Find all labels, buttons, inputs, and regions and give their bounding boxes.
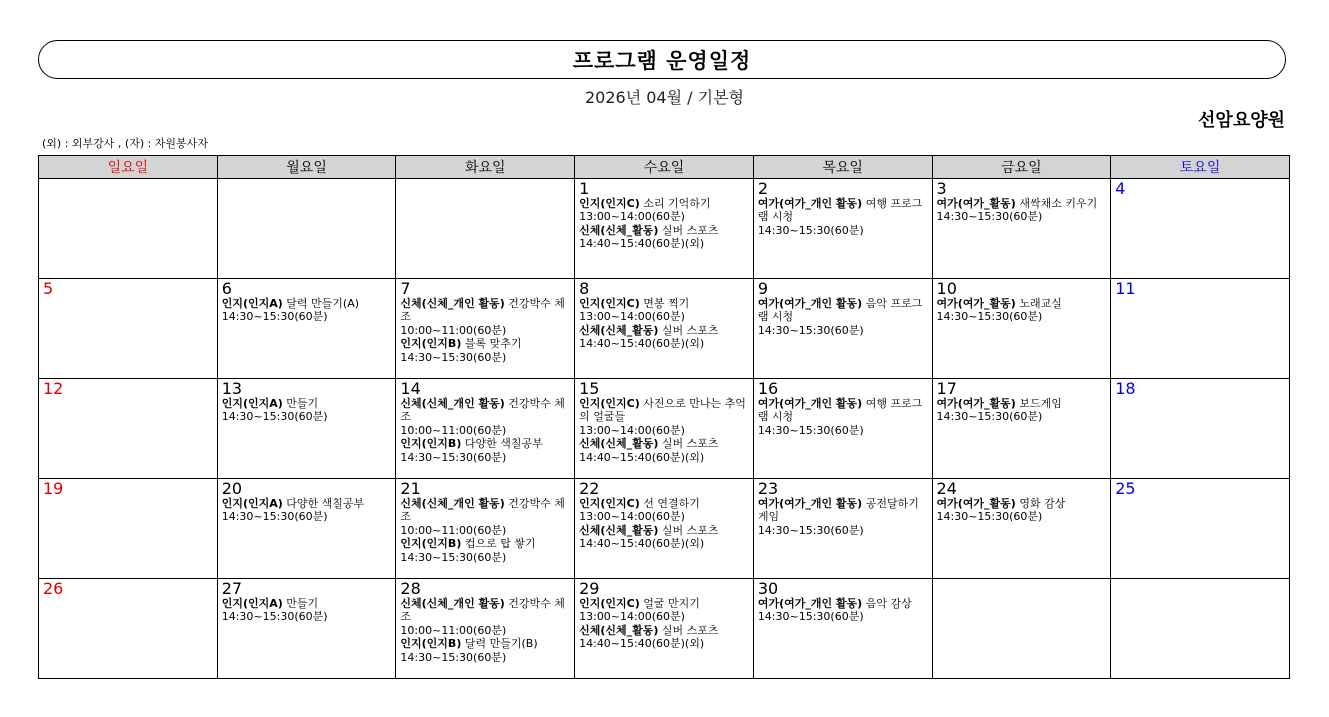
day-number: 4 — [1115, 179, 1126, 198]
program-category: 인지(인지A) — [221, 297, 283, 310]
program-category: 인지(인지C) — [579, 297, 640, 310]
weekday-header-mon: 월요일 — [217, 156, 396, 179]
day-number: 14 — [400, 379, 421, 398]
day-number: 28 — [400, 579, 421, 598]
program-category: 여가(여가_개인 활동) — [757, 497, 863, 510]
program-time: 14:30~15:30(60분) — [221, 310, 328, 324]
program-time: 14:30~15:30(60분) — [936, 210, 1043, 224]
program-entry — [758, 197, 929, 224]
program-category: 인지(인지B) — [400, 437, 462, 451]
day-number: 9 — [757, 279, 768, 298]
program-name: 건강박수 체조 — [400, 597, 565, 624]
calendar-day-cell — [1111, 279, 1290, 379]
program-entry — [579, 197, 750, 210]
calendar-day-cell — [217, 179, 396, 279]
day-number: 30 — [757, 579, 779, 598]
program-time: 14:30~15:30(60분) — [757, 223, 864, 237]
calendar-day-cell — [396, 279, 575, 379]
program-name: 사진으로 만나는 추억의 얼굴들 — [579, 397, 746, 424]
program-category: 인지(인지B) — [400, 537, 462, 551]
day-number: 10 — [936, 279, 957, 298]
program-name: 실버 스포츠 — [658, 223, 719, 237]
program-category: 인지(인지A) — [221, 497, 283, 510]
program-entry — [400, 397, 571, 424]
program-time: 13:00~14:00(60분) — [579, 310, 685, 324]
program-time: 14:30~15:30(60분) — [400, 350, 507, 364]
weekday-header-thu: 목요일 — [753, 156, 932, 179]
program-time: 14:40~15:40(60분)(외) — [579, 637, 705, 651]
day-number: 16 — [757, 379, 779, 398]
day-number: 19 — [43, 479, 64, 498]
day-number: 21 — [400, 479, 421, 498]
calendar-day-cell — [217, 379, 396, 479]
program-name: 건강박수 체조 — [400, 397, 565, 424]
program-name: 다양한 색칠공부 — [282, 497, 365, 510]
program-category: 인지(인지C) — [579, 197, 640, 210]
calendar-day-cell — [753, 279, 932, 379]
program-category: 여가(여가_활동) — [936, 297, 1016, 310]
day-number: 2 — [757, 179, 768, 198]
calendar-day-cell — [753, 579, 932, 679]
weekday-header-row — [39, 156, 1290, 179]
calendar-day-cell — [753, 379, 932, 479]
program-entry — [579, 224, 750, 237]
program-time: 14:30~15:30(60분) — [757, 323, 864, 337]
day-number: 7 — [400, 279, 411, 298]
day-number: 11 — [1115, 279, 1136, 298]
page-subtitle: 2026년 04월 / 기본형 — [584, 88, 744, 107]
calendar-day-cell — [39, 579, 218, 679]
day-number: 23 — [757, 479, 779, 498]
program-name: 실버 스포츠 — [658, 437, 719, 451]
program-entry — [579, 297, 750, 310]
program-time: 14:40~15:40(60분)(외) — [579, 337, 705, 351]
program-entry — [579, 497, 750, 510]
calendar-table — [38, 155, 1290, 679]
calendar-day-cell — [932, 479, 1111, 579]
program-entry — [400, 297, 571, 324]
calendar-day-cell — [1111, 479, 1290, 579]
calendar-day-cell — [396, 179, 575, 279]
calendar-day-cell — [396, 479, 575, 579]
program-time: 14:40~15:40(60분)(외) — [579, 237, 705, 251]
program-time: 13:00~14:00(60분) — [579, 610, 685, 624]
program-category: 신체(신체_활동) — [579, 437, 659, 451]
program-name: 새싹채소 키우기 — [1015, 197, 1098, 210]
program-entry — [758, 297, 929, 324]
program-category: 신체(신체_활동) — [579, 523, 659, 537]
program-entry — [579, 324, 750, 337]
program-time: 14:30~15:30(60분) — [757, 610, 864, 624]
program-time: 10:00~11:00(60분) — [400, 423, 507, 437]
calendar-body — [39, 179, 1290, 679]
program-category: 여가(여가_활동) — [936, 397, 1016, 410]
program-name: 달력 만들기(A) — [282, 297, 360, 310]
program-name: 여행 프로그램 시청 — [757, 197, 923, 224]
day-number: 15 — [579, 379, 600, 398]
program-name: 얼굴 만지기 — [639, 597, 700, 610]
weekday-header-sat: 토요일 — [1111, 156, 1290, 179]
calendar-week-row — [39, 579, 1290, 679]
weekday-header-sun: 일요일 — [39, 156, 218, 179]
legend-text: (외) : 외부강사 , (자) : 자원봉사자 — [42, 137, 208, 150]
program-time: 14:40~15:40(60분)(외) — [579, 450, 705, 464]
calendar-day-cell — [39, 179, 218, 279]
calendar-day-cell — [753, 179, 932, 279]
program-category: 여가(여가_개인 활동) — [757, 297, 863, 310]
calendar-day-cell — [1111, 179, 1290, 279]
program-entry — [400, 437, 571, 450]
calendar-week-row — [39, 179, 1290, 279]
day-number: 6 — [221, 279, 232, 298]
program-category: 인지(인지B) — [400, 337, 462, 351]
calendar-day-cell — [932, 279, 1111, 379]
program-category: 신체(신체_활동) — [579, 623, 659, 637]
calendar-day-cell — [39, 379, 218, 479]
program-name: 컵으로 탑 쌓기 — [461, 537, 536, 551]
program-category: 인지(인지C) — [579, 397, 640, 410]
day-number: 25 — [1115, 479, 1136, 498]
program-time: 13:00~14:00(60분) — [579, 510, 685, 524]
calendar-day-cell — [217, 579, 396, 679]
program-time: 14:30~15:30(60분) — [400, 550, 507, 564]
program-category: 인지(인지C) — [579, 597, 640, 610]
program-entry — [758, 597, 929, 610]
program-name: 달력 만들기(B) — [461, 637, 538, 651]
program-time: 14:30~15:30(60분) — [757, 523, 864, 537]
calendar-week-row — [39, 279, 1290, 379]
program-entry — [937, 397, 1108, 410]
calendar-day-cell — [932, 379, 1111, 479]
calendar-week-row — [39, 479, 1290, 579]
program-name: 노래교실 — [1015, 297, 1062, 310]
program-name: 소리 기억하기 — [639, 197, 711, 210]
program-entry — [222, 397, 393, 410]
program-time: 14:30~15:30(60분) — [221, 410, 328, 424]
calendar-day-cell — [39, 479, 218, 579]
program-time: 14:30~15:30(60분) — [757, 423, 864, 437]
program-category: 신체(신체_개인 활동) — [400, 597, 505, 610]
program-category: 여가(여가_개인 활동) — [757, 197, 863, 210]
calendar-day-cell — [932, 579, 1111, 679]
program-category: 여가(여가_활동) — [936, 197, 1016, 210]
program-category: 여가(여가_개인 활동) — [757, 597, 863, 610]
day-number: 20 — [221, 479, 243, 498]
program-name: 실버 스포츠 — [658, 523, 719, 537]
program-name: 음악 프로그램 시청 — [757, 297, 923, 324]
weekday-header-fri: 금요일 — [932, 156, 1111, 179]
day-number: 17 — [936, 379, 957, 398]
calendar-week-row — [39, 379, 1290, 479]
program-time: 14:30~15:30(60분) — [221, 610, 328, 624]
program-entry — [400, 597, 571, 624]
calendar-day-cell — [217, 479, 396, 579]
calendar-day-cell — [217, 279, 396, 379]
program-category: 인지(인지A) — [221, 397, 283, 410]
program-category: 신체(신체_개인 활동) — [400, 397, 505, 410]
program-name: 공전달하기 게임 — [757, 497, 919, 524]
day-number: 22 — [579, 479, 600, 498]
program-name: 면봉 찍기 — [639, 297, 690, 310]
program-entry — [937, 497, 1108, 510]
program-time: 10:00~11:00(60분) — [400, 623, 507, 637]
program-entry — [400, 537, 571, 550]
program-time: 14:30~15:30(60분) — [221, 510, 328, 524]
calendar-day-cell — [575, 379, 754, 479]
program-entry — [579, 437, 750, 450]
program-name: 만들기 — [282, 597, 319, 610]
calendar-day-cell — [753, 479, 932, 579]
program-time: 13:00~14:00(60분) — [579, 210, 685, 224]
program-name: 실버 스포츠 — [658, 323, 719, 337]
program-entry — [222, 597, 393, 610]
calendar-day-cell — [1111, 379, 1290, 479]
program-name: 영화 감상 — [1015, 497, 1066, 510]
program-name: 건강박수 체조 — [400, 497, 565, 524]
program-entry — [579, 397, 750, 424]
day-number: 18 — [1115, 379, 1136, 398]
program-category: 신체(신체_개인 활동) — [400, 497, 505, 510]
program-time: 14:30~15:30(60분) — [936, 510, 1043, 524]
day-number: 24 — [936, 479, 957, 498]
program-time: 13:00~14:00(60분) — [579, 423, 685, 437]
program-category: 신체(신체_활동) — [579, 223, 659, 237]
program-name: 건강박수 체조 — [400, 297, 565, 324]
program-time: 10:00~11:00(60분) — [400, 523, 507, 537]
day-number: 5 — [43, 279, 54, 298]
calendar-day-cell — [932, 179, 1111, 279]
program-entry — [400, 497, 571, 524]
program-category: 인지(인지C) — [579, 497, 640, 510]
day-number: 8 — [579, 279, 590, 298]
program-name: 여행 프로그램 시청 — [757, 397, 923, 424]
program-name: 보드게임 — [1015, 397, 1062, 410]
program-category: 여가(여가_활동) — [936, 497, 1016, 510]
program-time: 14:30~15:30(60분) — [400, 650, 507, 664]
program-entry — [579, 524, 750, 537]
program-category: 인지(인지A) — [221, 597, 283, 610]
program-name: 실버 스포츠 — [658, 623, 719, 637]
day-number: 3 — [936, 179, 947, 198]
weekday-header-tue: 화요일 — [396, 156, 575, 179]
program-category: 인지(인지B) — [400, 637, 462, 651]
program-time: 10:00~11:00(60분) — [400, 323, 507, 337]
program-entry — [579, 597, 750, 610]
program-entry — [758, 397, 929, 424]
day-number: 1 — [579, 179, 590, 198]
program-category: 신체(신체_활동) — [579, 323, 659, 337]
day-number: 29 — [579, 579, 600, 598]
program-category: 여가(여가_개인 활동) — [757, 397, 863, 410]
program-entry — [400, 637, 571, 650]
program-name: 선 연결하기 — [639, 497, 700, 510]
day-number: 13 — [221, 379, 243, 398]
program-time: 14:40~15:40(60분)(외) — [579, 537, 705, 551]
calendar-day-cell — [396, 379, 575, 479]
weekday-header-wed: 수요일 — [575, 156, 754, 179]
day-number: 26 — [43, 579, 64, 598]
program-name: 다양한 색칠공부 — [461, 437, 543, 451]
program-time: 14:30~15:30(60분) — [936, 310, 1043, 324]
organization-name: 선암요양원 — [1198, 110, 1285, 131]
program-name: 만들기 — [282, 397, 319, 410]
day-number: 12 — [43, 379, 64, 398]
program-category: 신체(신체_개인 활동) — [400, 297, 505, 310]
page-title: 프로그램 운영일정 — [572, 48, 752, 73]
program-time: 14:30~15:30(60분) — [936, 410, 1043, 424]
program-entry — [222, 497, 393, 510]
program-entry — [579, 624, 750, 637]
program-entry — [937, 197, 1108, 210]
calendar-day-cell — [575, 279, 754, 379]
calendar-day-cell — [1111, 579, 1290, 679]
program-entry — [222, 297, 393, 310]
day-number: 27 — [221, 579, 243, 598]
calendar-day-cell — [39, 279, 218, 379]
title-box — [38, 40, 1286, 79]
program-entry — [400, 337, 571, 350]
program-name: 블록 맞추기 — [461, 337, 522, 351]
calendar-day-cell — [575, 479, 754, 579]
program-entry — [758, 497, 929, 524]
program-name: 음악 감상 — [862, 597, 912, 610]
program-entry — [937, 297, 1108, 310]
calendar-day-cell — [575, 579, 754, 679]
program-time: 14:30~15:30(60분) — [400, 450, 507, 464]
calendar-day-cell — [575, 179, 754, 279]
calendar-day-cell — [396, 579, 575, 679]
